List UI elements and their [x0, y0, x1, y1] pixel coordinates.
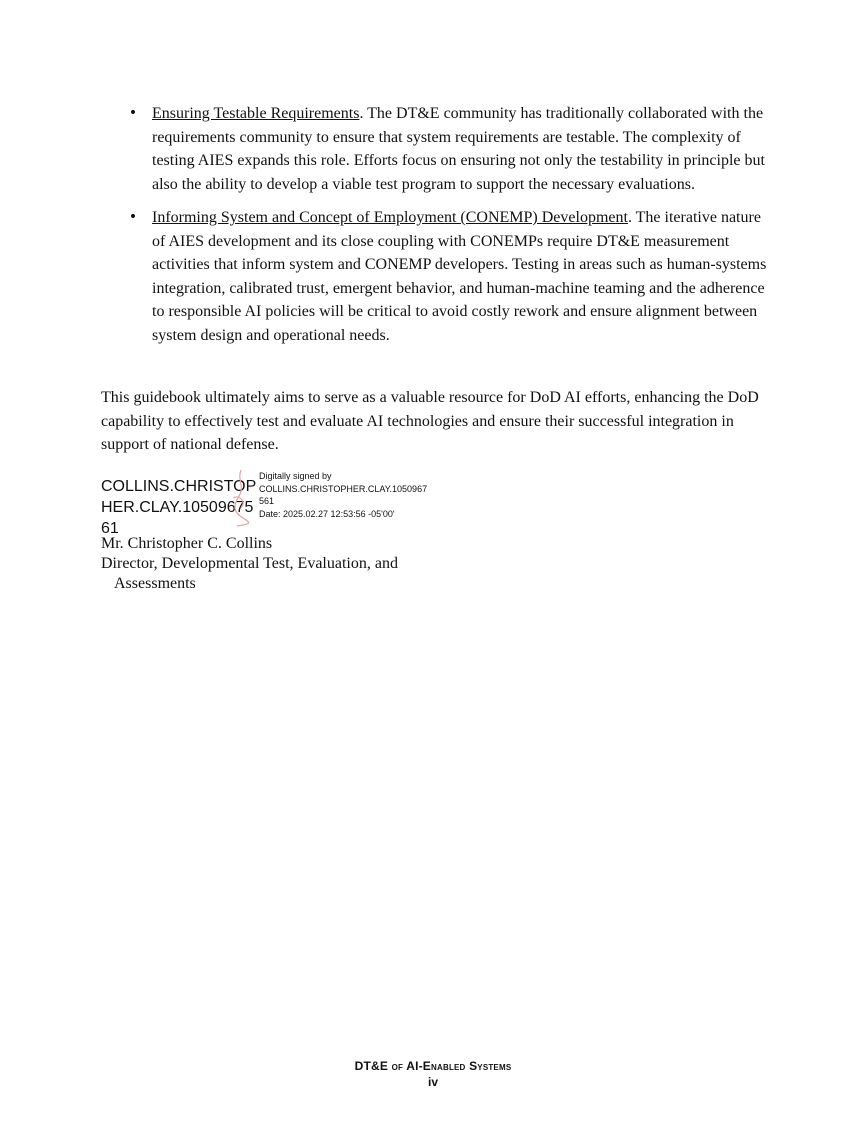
bullet-heading: Informing System and Concept of Employment (CONEMP) Development: [152, 209, 628, 226]
bullet-dot-icon: •: [128, 105, 138, 121]
bullet-heading: Ensuring Testable Requirements: [152, 105, 360, 122]
bullet-text: . The iterative nature of AIES development and its close coupling with CONEMPs require DT&E measurement activities that inform system and CONEMP developers. Testing in areas such as human-systems integration, calibrated trust, emergent behavior, and human-machine teaming and the adherence to responsible AI policies will be critical to avoid costly rework and ensure alignment between system design and operational needs.: [152, 209, 767, 344]
bullet-text: . The DT&E community has traditionally collaborated with the requirements community to ensure that system requirements are testable. The complexity of testing AIES expands this role. Efforts focus on ensuring not only the testability in principle but also the ability to develop a viable test program to support the necessary evaluations.: [152, 105, 765, 193]
page-footer: [0, 1058, 866, 1090]
bullet-list: [128, 102, 768, 357]
page-number: iv: [427, 1075, 438, 1089]
digital-signature: [101, 468, 521, 537]
signature-date: Date: 2025.02.27 12:53:56 -05'00': [259, 508, 395, 519]
signature-details: [259, 470, 429, 520]
footer-title: DT&E of AI-Enabled Systems: [354, 1059, 512, 1073]
signature-signed-by: COLLINS.CHRISTOPHER.CLAY.1050967561: [259, 483, 428, 506]
signature-signer-id: COLLINS.CHRISTOPHER.CLAY.1050967561: [101, 478, 257, 537]
signer-title: Director, Developmental Test, Evaluation, and: [101, 555, 398, 572]
closing-paragraph: This guidebook ultimately aims to serve as a valuable resource for DoD AI efforts, enhancing the DoD capability to effectively test and evaluate AI technologies and ensure their successful integration in support of national defense.: [101, 389, 759, 453]
list-item: [128, 102, 768, 196]
signature-scribble-icon: [219, 468, 259, 528]
signature-label: Digitally signed by: [259, 471, 332, 481]
bullet-dot-icon: •: [128, 209, 138, 225]
signer-title-continued: Assessments: [114, 575, 196, 592]
signer-block: [101, 534, 461, 594]
signer-name: Mr. Christopher C. Collins: [101, 535, 273, 552]
list-item: [128, 206, 768, 347]
